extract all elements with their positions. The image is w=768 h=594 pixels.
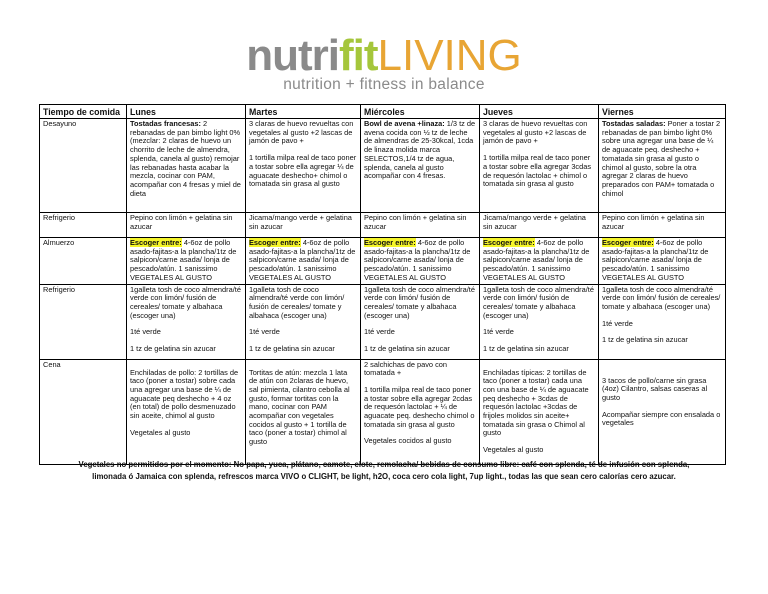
footer-note-line1: Vegetales no permitidos por el momento: No papa, yuca, plátano, camote, elote, remolacha/ bebidas de consumo libre: café con splenda, té de infusión con splenda,	[78, 460, 690, 469]
row-label-snack-2: Refrigerio	[40, 284, 127, 359]
meal-plan-table	[39, 104, 726, 465]
cell-snack1-wednesday: Pepino con limón + gelatina sin azucar	[361, 213, 480, 238]
table-row	[40, 213, 726, 238]
cell-snack1-monday: Pepino con limón + gelatina sin azucar	[127, 213, 246, 238]
brand-logo	[0, 31, 768, 80]
row-label-breakfast: Desayuno	[40, 119, 127, 213]
table-row	[40, 119, 726, 213]
cell-snack1-tuesday: Jicama/mango verde + gelatina sin azucar	[246, 213, 361, 238]
table-row	[40, 359, 726, 464]
table-row	[40, 238, 726, 285]
header-monday: Lunes	[127, 105, 246, 119]
cell-snack2-tuesday: 1galleta tosh de coco almendra/té verde con limón/ fusión de cereales/ tomate y albahaca (escoger una) 1té verde 1 tz de gelatina sin azucar	[246, 284, 361, 359]
cell-lunch-tuesday: Escoger entre: 4-6oz de pollo asado-fajitas-a la plancha/1tz de salpicon/carne asada/ lonja de pescado/atún. 1 sanissimo VEGETALES AL GUSTO	[246, 238, 361, 285]
cell-lunch-wednesday: Escoger entre: 4-6oz de pollo asado-fajitas-a la plancha/1tz de salpicon/carne asada/ lonja de pescado/atún. 1 sanissimo VEGETALES AL GUSTO	[361, 238, 480, 285]
cell-breakfast-wednesday: Bowl de avena +linaza: 1/3 tz de avena cocida con ½ tz de leche de almendras de 25-30kcal, 1cda de linaza molida marca SELECTOS,1/4 tz de agua, splenda, canela al gusto acompañar con 4 fresas.	[361, 119, 480, 213]
cell-snack2-monday: 1galleta tosh de coco almendra/té verde con limón/ fusión de cereales/ tomate y albahaca (escoger una) 1té verde 1 tz de gelatina sin azucar	[127, 284, 246, 359]
cell-breakfast-friday: Tostadas saladas: Poner a tostar 2 rebanadas de pan bimbo light 0% sobre una agregar una base de ¼ de aguacate peq. deshecho + tomatada sin grasa al gusto o chimol al gusto, sobre la otra agregar 2 claras de huevo preparados con PAM+ tomatada o chimol	[599, 119, 726, 213]
header-wednesday: Miércoles	[361, 105, 480, 119]
row-label-lunch: Almuerzo	[40, 238, 127, 285]
header-tuesday: Martes	[246, 105, 361, 119]
cell-dinner-friday: 3 tacos de pollo/carne sin grasa (4oz) Cilantro, salsas caseras al gusto Acompañar siempre con ensalada o vegetales	[599, 359, 726, 464]
cell-dinner-wednesday: 2 salchichas de pavo con tomatada + 1 tortilla milpa real de taco poner a tostar sobre ella agregar 2cdas de requesón lactolac + ¼ de aguacate peq. deshecho chimol o tomatada sin grasa al gusto Vegetales cocidos al gusto	[361, 359, 480, 464]
cell-breakfast-thursday: 3 claras de huevo revueltas con vegetales al gusto +2 lascas de jamón de pavo + 1 tortilla milpa real de taco poner a tostar sobre ella agregar 3cdas de requesón lactolac + chimol o tomatada sin grasa al gusto	[480, 119, 599, 213]
cell-breakfast-tuesday: 3 claras de huevo revueltas con vegetales al gusto +2 lascas de jamón de pavo + 1 tortilla milpa real de taco poner a tostar sobre ella agregar ¼ de aguacate deshecho+ chimol o tomatada sin grasa al gusto	[246, 119, 361, 213]
footer-note-line2: limonada ó Jamaica con splenda, refrescos marca VIVO o CLIGHT, be light, h2O, coca cero cola light, 7up light., todas las que sean cero calorías cero azucar.	[92, 472, 676, 481]
table-row	[40, 284, 726, 359]
brand-name-part3: LIVING	[377, 31, 522, 80]
cell-lunch-monday: Escoger entre: 4-6oz de pollo asado-fajitas-a la plancha/1tz de salpicon/carne asada/ lonja de pescado/atún. 1 sanissimo VEGETALES AL GUSTO	[127, 238, 246, 285]
cell-breakfast-monday: Tostadas francesas: 2 rebanadas de pan bimbo light 0% (mezclar: 2 claras de huevo un chorrito de leche de almendra, splenda, canela al gusto) remojar las rebanadas hasta acabar la mezcla, cocinar con PAM, acompañar con 4 fresas y miel de dieta	[127, 119, 246, 213]
header-meal-time: Tiempo de comida	[40, 105, 127, 119]
row-label-snack-1: Refrigerio	[40, 213, 127, 238]
cell-dinner-thursday: Enchiladas típicas: 2 tortillas de taco (poner a tostar) cada una con una base de ¼ de aguacate peq deshecho + 3cdas de requesón lactolac +3cdas de frijoles molidos sin aceite+ tomatada sin grasa o Chimol al gusto Vegetales al gusto	[480, 359, 599, 464]
cell-lunch-friday: Escoger entre: 4-6oz de pollo asado-fajitas-a la plancha/1tz de salpicon/carne asada/ lonja de pescado/atún. 1 sanissimo VEGETALES AL GUSTO	[599, 238, 726, 285]
brand-name-part1: nutri	[246, 31, 339, 80]
cell-dinner-tuesday: Tortitas de atún: mezcla 1 lata de atún con 2claras de huevo, sal pimienta, cilantro cebolla al gusto, formar tortitas con la mano, cocinar con PAM acompañar con vegetales cocidos al gusto + 1 tortilla de taco (poner a tostar) chimol al gusto	[246, 359, 361, 464]
header-row	[40, 105, 726, 119]
cell-lunch-thursday: Escoger entre: 4-6oz de pollo asado-fajitas-a la plancha/1tz de salpicon/carne asada/ lonja de pescado/atún. 1 sanissimo VEGETALES AL GUSTO	[480, 238, 599, 285]
cell-dinner-monday: Enchiladas de pollo: 2 tortillas de taco (poner a tostar) sobre cada una agregar una base de ¼ de aguacate peq deshecho + 4 oz (en total) de pollo desmenuzado sin aceite, chimol al gusto Vegetales al gusto	[127, 359, 246, 464]
brand-tagline: nutrition + fitness in balance	[283, 76, 485, 93]
header-friday: Viernes	[599, 105, 726, 119]
cell-snack2-friday: 1galleta tosh de coco almendra/té verde con limón/ fusión de cereales/ tomate y albahaca (escoger una) 1té verde 1 tz de gelatina sin azucar	[599, 284, 726, 359]
header-thursday: Jueves	[480, 105, 599, 119]
cell-snack2-thursday: 1galleta tosh de coco almendra/té verde con limón/ fusión de cereales/ tomate y albahaca (escoger una) 1té verde 1 tz de gelatina sin azucar	[480, 284, 599, 359]
brand-name-part2: fit	[338, 31, 378, 80]
cell-snack1-thursday: Jicama/mango verde + gelatina sin azucar	[480, 213, 599, 238]
cell-snack2-wednesday: 1galleta tosh de coco almendra/té verde con limón/ fusión de cereales/ tomate y albahaca (escoger una) 1té verde 1 tz de gelatina sin azucar	[361, 284, 480, 359]
row-label-dinner: Cena	[40, 359, 127, 464]
cell-snack1-friday: Pepino con limón + gelatina sin azucar	[599, 213, 726, 238]
